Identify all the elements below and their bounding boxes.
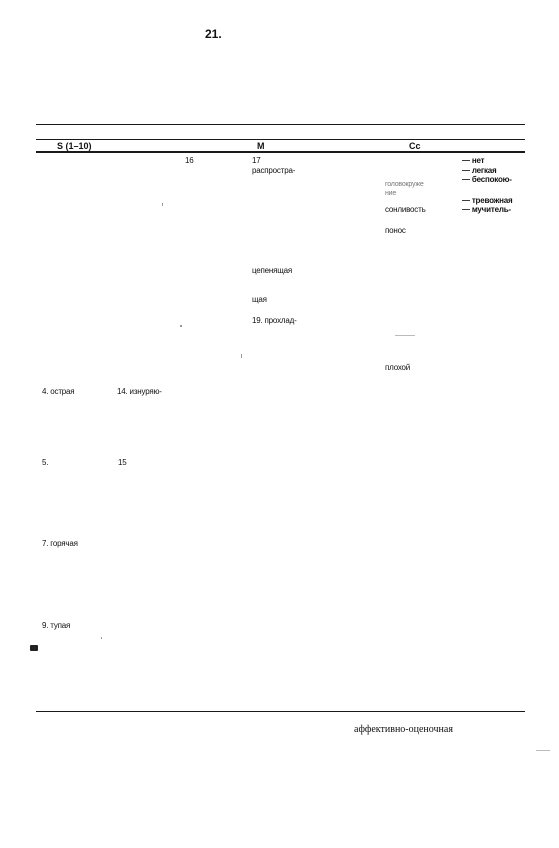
cell-faint-line2: ние bbox=[385, 190, 397, 197]
scale-item: — нет bbox=[462, 156, 485, 165]
scale-item: — легкая bbox=[462, 166, 497, 175]
cell-faint-line: головокруже bbox=[385, 181, 424, 188]
table-header-rule bbox=[36, 139, 525, 140]
cell-15: 15 bbox=[118, 458, 127, 467]
page-number: 21. bbox=[205, 27, 222, 41]
cell-spread: распростра- bbox=[252, 166, 296, 175]
scan-speck bbox=[162, 203, 163, 206]
cell-shaya: щая bbox=[252, 295, 267, 304]
scale-item: — тревожная bbox=[462, 196, 513, 205]
cell-bad: плохой bbox=[385, 363, 411, 372]
scan-speck bbox=[395, 335, 415, 336]
footer-caption: аффективно-оценочная bbox=[354, 724, 453, 735]
header-s: S (1–10) bbox=[57, 141, 92, 151]
cell-drowsiness: сонливость bbox=[385, 205, 426, 214]
header-m: M bbox=[257, 141, 265, 151]
cell-9: 9. тупая bbox=[42, 621, 71, 630]
scale-item: — мучитель- bbox=[462, 205, 511, 214]
cell-diarrhea: понос bbox=[385, 226, 406, 235]
scan-speck bbox=[536, 750, 550, 751]
table-bottom-rule bbox=[36, 711, 525, 712]
cell-16: 16 bbox=[185, 156, 194, 165]
scale-item: — беспокою- bbox=[462, 175, 512, 184]
table-top-rule bbox=[36, 124, 525, 125]
header-under-rule bbox=[36, 151, 525, 153]
scan-speck bbox=[180, 325, 182, 327]
cell-5: 5. bbox=[42, 458, 49, 467]
cell-4: 4. острая bbox=[42, 387, 75, 396]
cell-14: 14. изнуряю- bbox=[117, 387, 162, 396]
cell-numbing: цепенящая bbox=[252, 266, 293, 275]
scan-speck bbox=[241, 354, 242, 358]
cell-7: 7. горячая bbox=[42, 539, 78, 548]
scan-speck bbox=[101, 637, 102, 639]
header-cc: Cc bbox=[409, 141, 421, 151]
cell-17: 17 bbox=[252, 156, 261, 165]
ink-smudge bbox=[30, 645, 38, 651]
cell-19: 19. прохлад- bbox=[252, 316, 297, 325]
